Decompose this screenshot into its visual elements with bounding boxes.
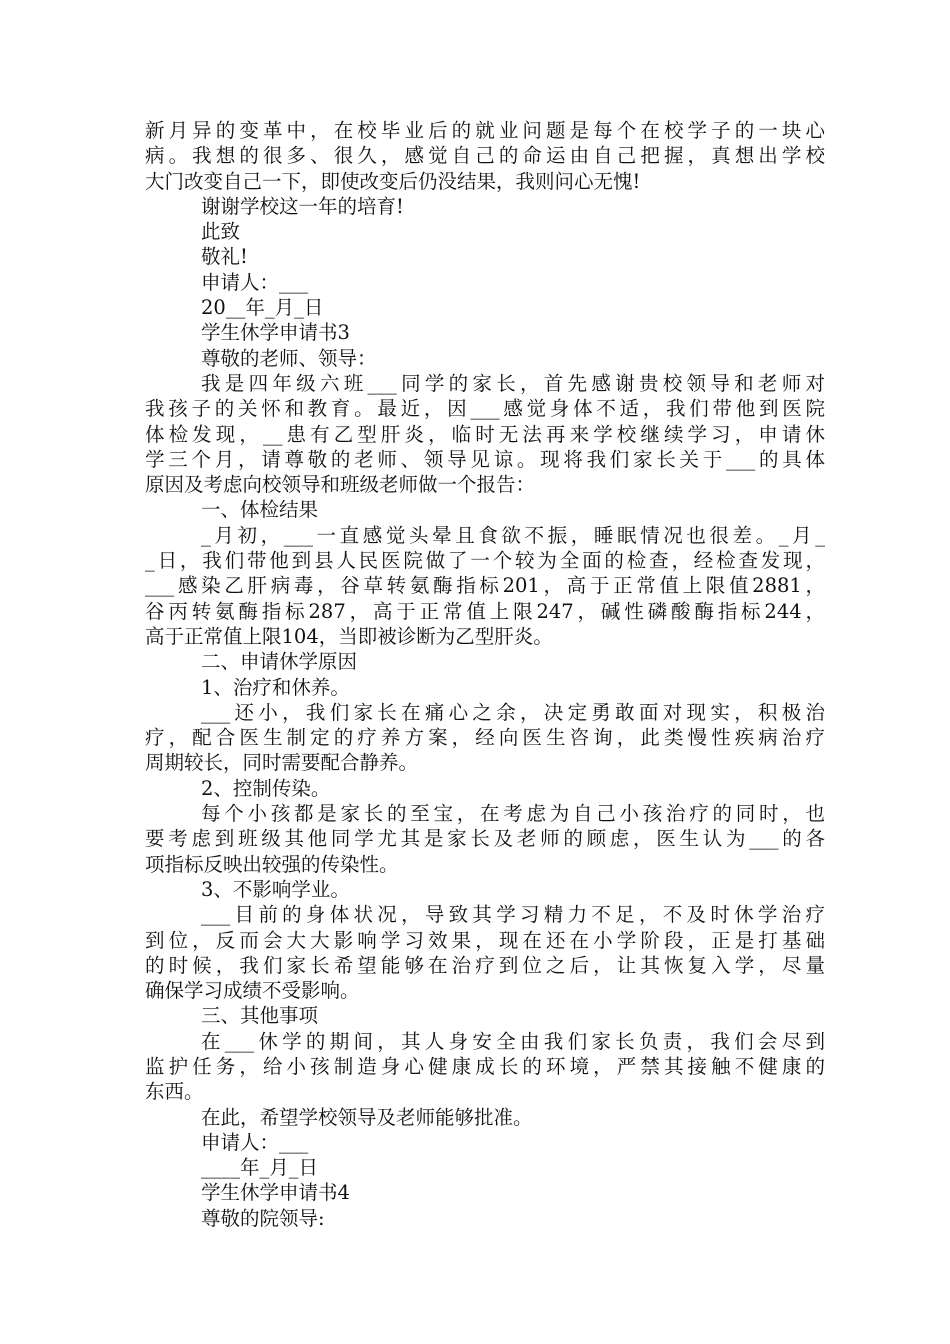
text-line: _日，我们带他到县人民医院做了一个较为全面的检查，经检查发现， <box>145 549 825 573</box>
text-line: 我是四年级六班___同学的家长，首先感谢贵校领导和老师对 <box>201 371 825 395</box>
text-line: 每个小孩都是家长的至宝，在考虑为自己小孩治疗的同时，也 <box>201 802 825 826</box>
text-line: 东西。 <box>145 1080 204 1104</box>
document-body <box>145 118 825 1231</box>
text-line: 尊敬的老师、领导： <box>201 346 377 370</box>
text-line: 项指标反映出较强的传染性。 <box>145 852 399 876</box>
text-line: 原因及考虑向校领导和班级老师做一个报告： <box>145 473 536 497</box>
text-line: 周期较长，同时需要配合静养。 <box>145 751 419 775</box>
text-line: 敬礼! <box>201 245 248 269</box>
text-line: 在此，希望学校领导及老师能够批准。 <box>201 1105 533 1129</box>
text-line: 我孩子的关怀和教育。最近，因___感觉身体不适，我们带他到医院 <box>145 397 825 421</box>
text-line: 1、治疗和休养。 <box>201 675 350 699</box>
text-line: 大门改变自己一下，即使改变后仍没结果，我则问心无愧! <box>145 169 641 193</box>
text-line: 一、体检结果 <box>201 498 319 522</box>
text-line: 学生休学申请书3 <box>201 321 350 345</box>
text-line: 申请人：___ <box>201 1130 309 1154</box>
text-line: ___还小，我们家长在痛心之余，决定勇敢面对现实，积极治 <box>201 700 825 724</box>
text-line: 2、控制传染。 <box>201 776 331 800</box>
text-line: 病。我想的很多、很久，感觉自己的命运由自己把握，真想出学校 <box>145 144 825 168</box>
text-line: ___目前的身体状况，导致其学习精力不足，不及时休学治疗 <box>201 903 825 927</box>
text-line: 此致 <box>201 220 241 244</box>
text-line: 体检发现，__患有乙型肝炎，临时无法再来学校继续学习，申请休 <box>145 422 825 446</box>
text-line: 的时候，我们家长希望能够在治疗到位之后，让其恢复入学，尽量 <box>145 953 825 977</box>
text-line: 监护任务，给小孩制造身心健康成长的环境，严禁其接触不健康的 <box>145 1054 825 1078</box>
text-line: ____年_月_日 <box>201 1156 319 1180</box>
text-line: 谢谢学校这一年的培育! <box>201 194 404 218</box>
text-line: 谷丙转氨酶指标287，高于正常值上限247，碱性磷酸酶指标244， <box>145 599 825 623</box>
text-line: 学生休学申请书4 <box>201 1181 350 1205</box>
text-line: 学三个月，请尊敬的老师、领导见谅。现将我们家长关于___的具体 <box>145 447 825 471</box>
text-line: 要考虑到班级其他同学尤其是家长及老师的顾虑，医生认为___的各 <box>145 827 825 851</box>
text-line: 确保学习成绩不受影响。 <box>145 979 360 1003</box>
text-line: 高于正常值上限104，当即被诊断为乙型肝炎。 <box>145 624 553 648</box>
text-line: ___感染乙肝病毒，谷草转氨酶指标201，高于正常值上限值2881， <box>145 574 825 598</box>
text-line: 新月异的变革中，在校毕业后的就业问题是每个在校学子的一块心 <box>145 119 825 142</box>
text-line: 在___休学的期间，其人身安全由我们家长负责，我们会尽到 <box>201 1029 825 1053</box>
text-line: 20__年_月_日 <box>201 296 324 320</box>
text-line: 疗，配合医生制定的疗养方案，经向医生咨询，此类慢性疾病治疗 <box>145 726 825 750</box>
text-line: 二、申请休学原因 <box>201 650 358 674</box>
text-line: _月初，___一直感觉头晕且食欲不振，睡眠情况也很差。_月_ <box>201 523 825 547</box>
text-line: 3、不影响学业。 <box>201 877 350 901</box>
text-line: 三、其他事项 <box>201 1004 319 1028</box>
text-line: 到位，反而会大大影响学习效果，现在还在小学阶段，正是打基础 <box>145 928 825 952</box>
text-line: 申请人：___ <box>201 270 309 294</box>
text-line: 尊敬的院领导: <box>201 1206 325 1230</box>
